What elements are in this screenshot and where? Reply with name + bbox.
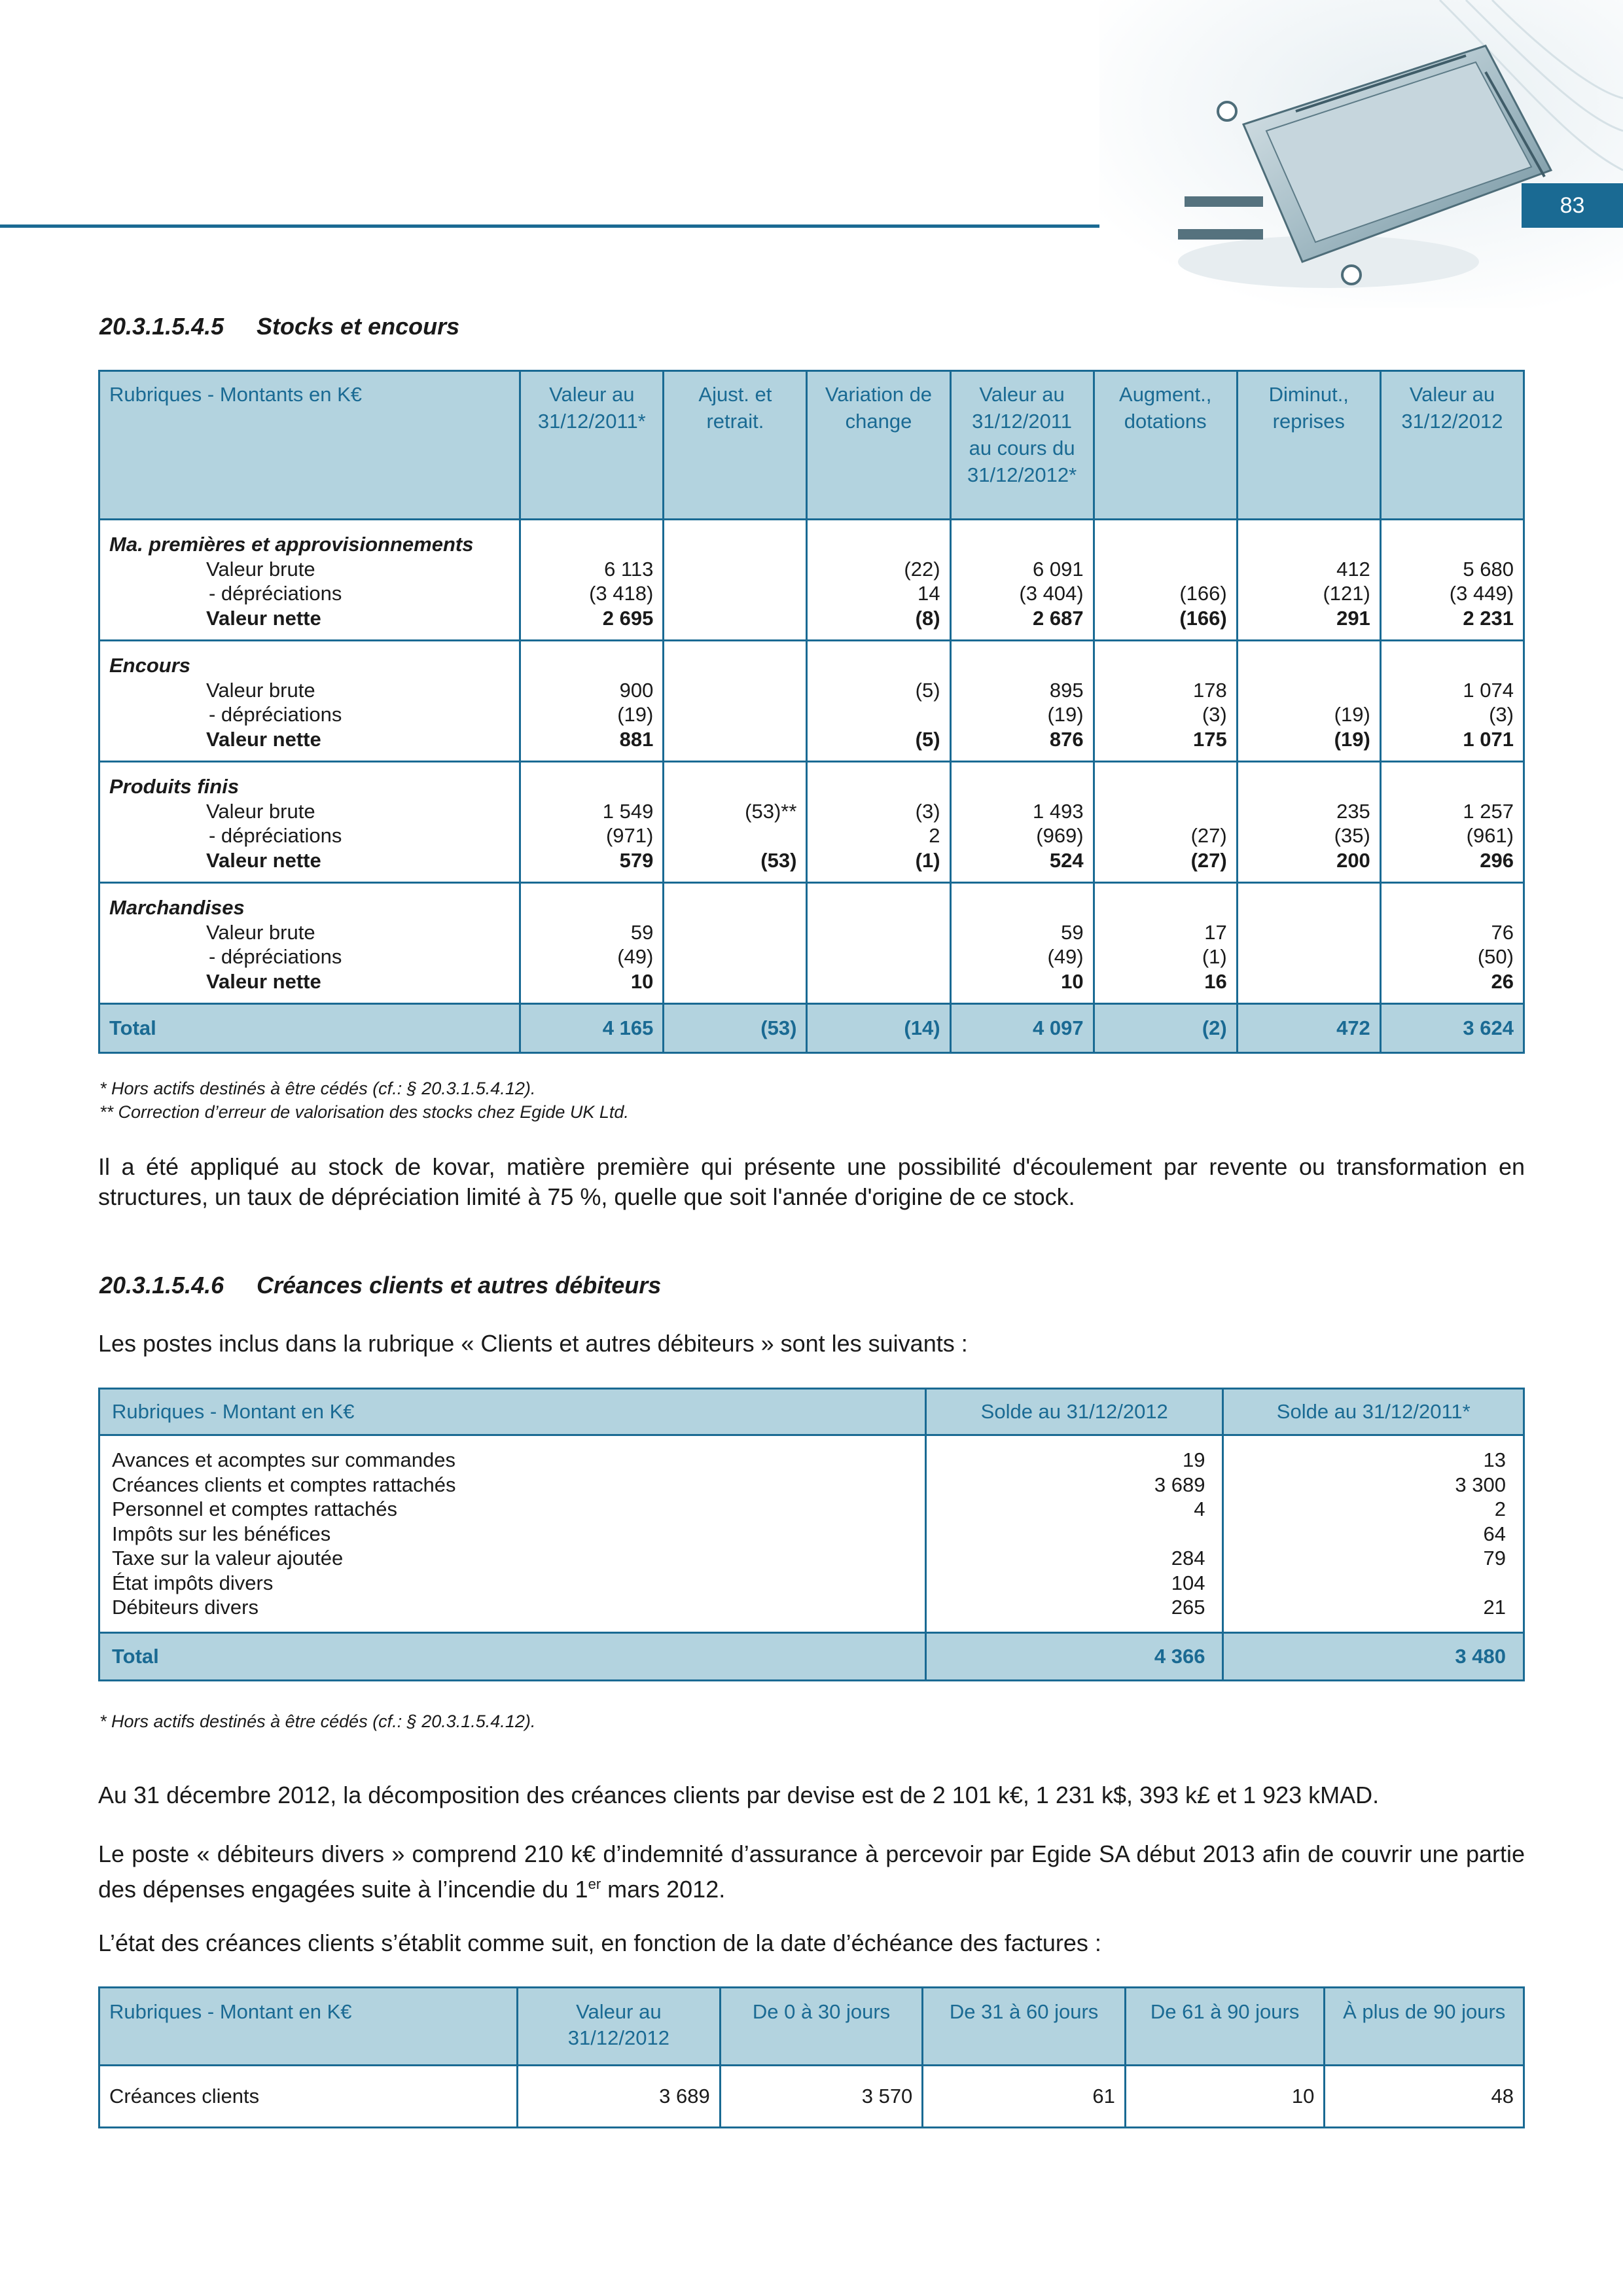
total-row [99, 1632, 1524, 1680]
cell-value: 1 549 [602, 799, 654, 823]
table-row [99, 641, 1524, 762]
cell-value: 3 689 [518, 2066, 721, 2128]
group-name: Produits finis [109, 775, 240, 798]
cell-value: 64 [1483, 1522, 1506, 1545]
cell-value [1247, 969, 1370, 994]
table-header-row [99, 371, 1524, 520]
cell-value: 3 689 [1154, 1473, 1205, 1496]
cell-value: (27) [1190, 848, 1227, 872]
cell-value: (19) [1334, 727, 1370, 751]
cell-value: 235 [1336, 799, 1370, 823]
cell-value: 291 [1336, 606, 1370, 630]
cell-value [673, 702, 796, 727]
line-label: - dépréciations [209, 582, 342, 605]
cell-value [673, 678, 796, 703]
row-label: État impôts divers [112, 1571, 274, 1594]
cell-value: (5) [915, 727, 940, 751]
cell-value: 76 [1491, 920, 1514, 944]
cell-value: (8) [915, 606, 940, 630]
value-cell [1237, 641, 1380, 762]
paragraph-text: mars 2012. [601, 1876, 726, 1903]
cell-value [1247, 678, 1370, 703]
cell-value [1236, 1571, 1506, 1596]
col-header: Valeur au 31/12/2011* [520, 371, 664, 520]
cell-value: 19 [1183, 1448, 1205, 1471]
col-header: De 0 à 30 jours [720, 1988, 923, 2066]
total-value: 4 366 [925, 1632, 1223, 1680]
cell-value: (27) [1190, 824, 1227, 847]
cell-value: 61 [923, 2066, 1126, 2128]
section-number: 20.3.1.5.4.5 [99, 313, 224, 340]
cell-value [673, 557, 796, 582]
col-header-rubriques: Rubriques - Montant en K€ [99, 1389, 926, 1435]
footnote: * Hors actifs destinés à être cédés (cf.: § 20.3.1.5.4.12). [99, 1079, 536, 1098]
cell-value [673, 823, 796, 848]
cell-value: 2 695 [602, 606, 654, 630]
cell-value: (3 418) [589, 582, 654, 605]
group-name: Marchandises [109, 896, 245, 919]
value-cell [1094, 520, 1237, 641]
cell-value: 881 [619, 727, 654, 751]
value-cell [1380, 641, 1524, 762]
cell-value: 178 [1192, 678, 1227, 702]
cell-value [817, 969, 940, 994]
cell-value: 2 687 [1033, 606, 1084, 630]
cell-value: (971) [605, 824, 654, 847]
cell-value [673, 969, 796, 994]
col-header-rubriques: Rubriques - Montant en K€ [99, 1988, 518, 2066]
cell-value: 1 074 [1463, 678, 1514, 702]
cell-value: (49) [1047, 945, 1084, 968]
cell-value: 2 231 [1463, 606, 1514, 630]
table-row [99, 762, 1524, 883]
total-value: 472 [1237, 1004, 1380, 1053]
cell-value: (166) [1179, 606, 1227, 630]
cell-value [817, 702, 940, 727]
cell-value: 21 [1483, 1596, 1506, 1619]
cell-value: 3 300 [1455, 1473, 1506, 1496]
value-cell [520, 520, 664, 641]
cell-value: 16 [1204, 969, 1227, 993]
cell-value: (53)** [745, 799, 797, 823]
row-label: Créances clients [99, 2066, 518, 2128]
total-label: Total [99, 1632, 926, 1680]
cell-value: (19) [1047, 703, 1084, 726]
cell-value: 895 [1049, 678, 1084, 702]
cell-value: (1) [1202, 945, 1227, 968]
cell-value: (1) [915, 848, 940, 872]
col-header: Variation de change [807, 371, 950, 520]
value-cell [1094, 883, 1237, 1004]
total-value: (14) [807, 1004, 950, 1053]
cell-value: 5 680 [1463, 557, 1514, 581]
col-header: Valeur au 31/12/2012 [518, 1988, 721, 2066]
line-label: Valeur brute [206, 920, 315, 944]
paragraph-echeance: L’état des créances clients s’établit comme suit, en fonction de la date d’échéance des factures : [98, 1929, 1101, 1956]
paragraph-text: Le poste « débiteurs divers » comprend 210 k€ d’indemnité d’assurance à percevoir par Egide SA début 2013 afin de couvrir une partie des dépenses engagées suite à l’incendie du 1 [98, 1840, 1525, 1903]
component-illustration [1099, 0, 1623, 308]
cell-value: 2 [1494, 1498, 1506, 1520]
cell-value: 59 [1061, 920, 1084, 944]
total-label: Total [99, 1004, 520, 1053]
cell-value: (3) [1489, 703, 1514, 726]
table-row [99, 520, 1524, 641]
value-cell [1237, 762, 1380, 883]
values-2012-cell [925, 1435, 1223, 1633]
row-label-cell [99, 762, 520, 883]
cell-value: 3 570 [720, 2066, 923, 2128]
value-cell [807, 883, 950, 1004]
cell-value [1104, 799, 1227, 824]
superscript: er [588, 1876, 601, 1892]
cell-value [673, 944, 796, 969]
cell-value: (3 449) [1449, 582, 1514, 605]
cell-value: 412 [1336, 557, 1370, 581]
table-row [99, 1435, 1524, 1633]
cell-value: 13 [1483, 1448, 1506, 1471]
cell-value: 10 [1125, 2066, 1325, 2128]
total-value: 4 097 [950, 1004, 1094, 1053]
table-row [99, 2066, 1524, 2128]
cell-value: 175 [1192, 727, 1227, 751]
paragraph-currency: Au 31 décembre 2012, la décomposition des créances clients par devise est de 2 101 k€, 1 231 k$, 393 k£ et 1 923 kMAD. [98, 1782, 1380, 1808]
footnote: ** Correction d’erreur de valorisation des stocks chez Egide UK Ltd. [99, 1102, 629, 1122]
cell-value: 4 [1194, 1498, 1205, 1520]
row-label: Taxe sur la valeur ajoutée [112, 1547, 344, 1570]
header-rule [0, 224, 1113, 228]
table-header-row [99, 1389, 1524, 1435]
value-cell [1094, 762, 1237, 883]
cell-value: (961) [1466, 824, 1514, 847]
paragraph-debiteurs [98, 1839, 1525, 1905]
cell-value: (22) [904, 557, 940, 581]
cell-value: (3 404) [1019, 582, 1084, 605]
value-cell [1380, 762, 1524, 883]
line-label: Valeur brute [206, 557, 315, 581]
value-cell [664, 520, 807, 641]
stocks-table [98, 370, 1525, 1054]
cell-value: 1 493 [1033, 799, 1084, 823]
total-value: 3 624 [1380, 1004, 1524, 1053]
cell-value [938, 1522, 1205, 1547]
row-label: Créances clients et comptes rattachés [112, 1473, 456, 1496]
cell-value: (19) [1334, 703, 1370, 726]
paragraph-kovar: Il a été appliqué au stock de kovar, matière première qui présente une possibilité d'écoulement par revente ou transformation en structures, un taux de dépréciation limité à 75 %, quelle que soit l'année d'origine de ce stock. [98, 1153, 1525, 1210]
col-header: Solde au 31/12/2011* [1223, 1389, 1524, 1435]
cell-value: 900 [619, 678, 654, 702]
cell-value: 10 [630, 969, 654, 993]
cell-value [673, 581, 796, 606]
value-cell [664, 641, 807, 762]
cell-value: 14 [918, 582, 940, 605]
col-header: Solde au 31/12/2012 [925, 1389, 1223, 1435]
cell-value [673, 920, 796, 945]
row-label: Avances et acomptes sur commandes [112, 1448, 455, 1471]
value-cell [664, 883, 807, 1004]
col-header: Valeur au 31/12/2012 [1380, 371, 1524, 520]
value-cell [520, 883, 664, 1004]
cell-value: 524 [1049, 848, 1084, 872]
cell-value [1104, 557, 1227, 582]
line-label: Valeur nette [206, 727, 321, 751]
cell-value [1247, 944, 1370, 969]
cell-value: 200 [1336, 848, 1370, 872]
cell-value: (35) [1334, 824, 1370, 847]
section-title: Créances clients et autres débiteurs [257, 1272, 662, 1299]
total-value: 3 480 [1223, 1632, 1524, 1680]
cell-value: 284 [1171, 1547, 1205, 1570]
value-cell [950, 641, 1094, 762]
total-value: 4 165 [520, 1004, 664, 1053]
row-label: Personnel et comptes rattachés [112, 1498, 397, 1520]
cell-value: 579 [619, 848, 654, 872]
col-header: Augment., dotations [1094, 371, 1237, 520]
line-label: Valeur nette [206, 606, 321, 630]
value-cell [807, 641, 950, 762]
value-cell [950, 520, 1094, 641]
row-labels-cell [99, 1435, 926, 1633]
value-cell [950, 883, 1094, 1004]
cell-value: (49) [617, 945, 654, 968]
total-value: (53) [664, 1004, 807, 1053]
cell-value: 296 [1480, 848, 1514, 872]
line-label: - dépréciations [209, 824, 342, 847]
value-cell [1237, 883, 1380, 1004]
cell-value: 10 [1061, 969, 1084, 993]
cell-value: 79 [1483, 1547, 1506, 1570]
cell-value: 1 071 [1463, 727, 1514, 751]
cell-value: 104 [1171, 1571, 1205, 1594]
row-label-cell [99, 520, 520, 641]
row-label: Impôts sur les bénéfices [112, 1522, 331, 1545]
group-name: Encours [109, 654, 191, 677]
row-label: Débiteurs divers [112, 1596, 259, 1619]
cell-value: 876 [1049, 727, 1084, 751]
cell-value: 59 [630, 920, 654, 944]
aging-table [98, 1986, 1525, 2128]
page-number: 83 [1522, 183, 1623, 228]
col-header: De 61 à 90 jours [1125, 1988, 1325, 2066]
values-2011-cell [1223, 1435, 1524, 1633]
line-label: Valeur nette [206, 969, 321, 993]
col-header: Valeur au 31/12/2011 au cours du 31/12/2012* [950, 371, 1094, 520]
value-cell [950, 762, 1094, 883]
value-cell [1380, 883, 1524, 1004]
total-value: (2) [1094, 1004, 1237, 1053]
total-row [99, 1004, 1524, 1053]
section-title: Stocks et encours [257, 313, 460, 340]
value-cell [807, 762, 950, 883]
line-label: - dépréciations [209, 703, 342, 726]
cell-value: (3) [915, 799, 940, 823]
cell-value [673, 727, 796, 752]
cell-value: (50) [1477, 945, 1514, 968]
cell-value [817, 920, 940, 945]
table-header-row [99, 1988, 1524, 2066]
group-name: Ma. premières et approvisionnements [109, 533, 474, 556]
cell-value [817, 944, 940, 969]
cell-value: (969) [1036, 824, 1084, 847]
cell-value: (3) [1202, 703, 1227, 726]
col-header: Diminut., reprises [1237, 371, 1380, 520]
cell-value: (19) [617, 703, 654, 726]
value-cell [1237, 520, 1380, 641]
cell-value: 6 113 [604, 557, 654, 581]
col-header: De 31 à 60 jours [923, 1988, 1126, 2066]
col-header: À plus de 90 jours [1325, 1988, 1524, 2066]
line-label: - dépréciations [209, 945, 342, 968]
value-cell [520, 641, 664, 762]
line-label: Valeur nette [206, 848, 321, 872]
cell-value: 48 [1325, 2066, 1524, 2128]
line-label: Valeur brute [206, 678, 315, 702]
row-label-cell [99, 641, 520, 762]
value-cell [807, 520, 950, 641]
cell-value: 1 257 [1463, 799, 1514, 823]
cell-value: (53) [760, 848, 797, 872]
value-cell [664, 762, 807, 883]
section-number: 20.3.1.5.4.6 [99, 1272, 224, 1299]
cell-value: (121) [1323, 582, 1370, 605]
cell-value: 265 [1171, 1596, 1205, 1619]
value-cell [1380, 520, 1524, 641]
section-heading-stocks [99, 313, 459, 340]
value-cell [520, 762, 664, 883]
receivables-table [98, 1388, 1525, 1681]
cell-value: (166) [1179, 582, 1227, 605]
table-row [99, 883, 1524, 1004]
value-cell [1094, 641, 1237, 762]
cell-value: (5) [915, 678, 940, 702]
line-label: Valeur brute [206, 799, 315, 823]
footnote: * Hors actifs destinés à être cédés (cf.: § 20.3.1.5.4.12). [99, 1712, 536, 1731]
col-header-rubriques: Rubriques - Montants en K€ [99, 371, 520, 520]
cell-value: 6 091 [1033, 557, 1084, 581]
cell-value: 2 [929, 824, 940, 847]
cell-value: 26 [1491, 969, 1514, 993]
cell-value [1247, 920, 1370, 945]
paragraph-intro: Les postes inclus dans la rubrique « Clients et autres débiteurs » sont les suivants : [98, 1330, 968, 1357]
section-heading-creances [99, 1272, 661, 1299]
cell-value: 17 [1204, 920, 1227, 944]
col-header: Ajust. et retrait. [664, 371, 807, 520]
row-label-cell [99, 883, 520, 1004]
cell-value [673, 606, 796, 631]
